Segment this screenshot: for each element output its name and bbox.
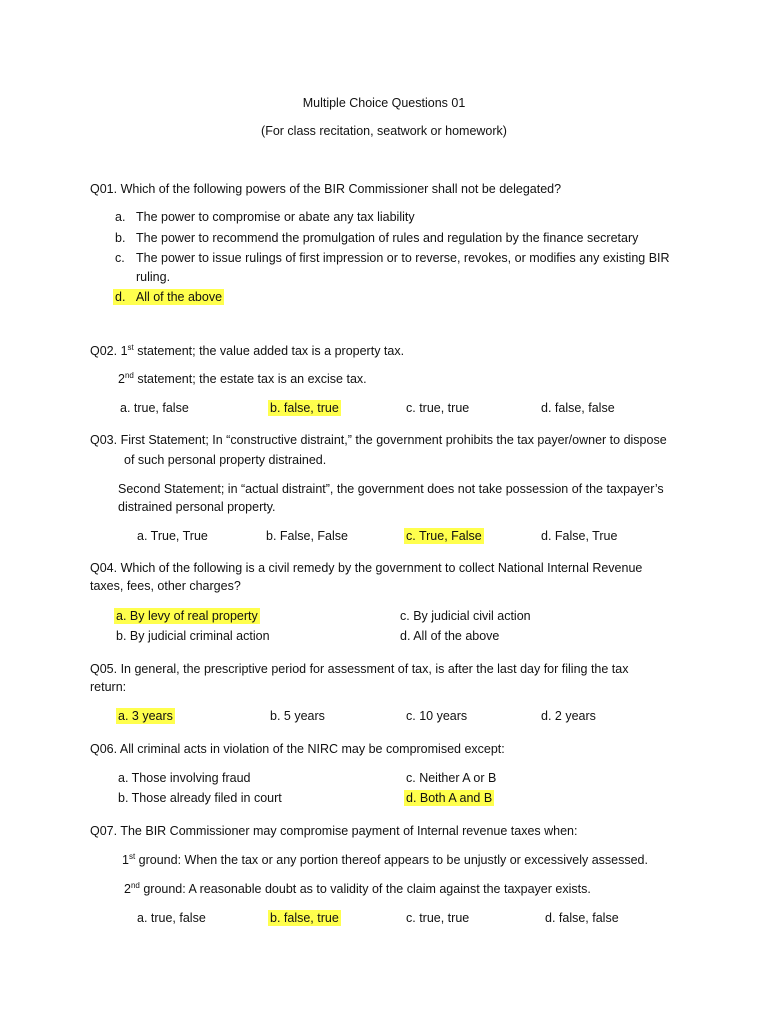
q04-option-c: c. By judicial civil action <box>400 609 531 623</box>
q02-statement-1 <box>90 343 404 359</box>
q02-option-c: c. true, true <box>406 401 470 415</box>
q01-option-c-line1: The power to issue rulings of first impression or to reverse, revokes, or modifies any existing BIR <box>136 251 670 265</box>
q01-question: Q01. Which of the following powers of the BIR Commissioner shall not be delegated? <box>90 182 562 196</box>
q06-option-a: a. Those involving fraud <box>118 771 251 785</box>
q02-option-d: d. false, false <box>541 401 615 415</box>
q03-line2: of such personal property distrained. <box>124 453 327 467</box>
q05-option-b: b. 5 years <box>270 709 325 723</box>
q07-option-a: a. true, false <box>137 911 206 925</box>
q02-line2-rest: statement; the estate tax is an excise tax. <box>133 372 367 386</box>
q06-option-d-answer: d. Both A and B <box>406 791 493 805</box>
q04-option-b: b. By judicial criminal action <box>116 629 270 643</box>
q02-option-b-answer: b. false, true <box>270 401 339 415</box>
q02-line1-rest: statement; the value added tax is a property tax. <box>133 344 405 358</box>
q07-g1-rest: ground: When the tax or any portion thereof appears to be unjustly or excessively assessed. <box>135 853 648 867</box>
q01-option-a: The power to compromise or abate any tax liability <box>136 210 415 224</box>
q03-option-d: d. False, True <box>541 529 618 543</box>
q07-g1-sup: st <box>128 851 136 861</box>
q04-line2: taxes, fees, other charges? <box>90 579 241 593</box>
q05-option-d: d. 2 years <box>541 709 596 723</box>
q01-option-d-answer <box>113 289 224 305</box>
q06-option-b: b. Those already filed in court <box>118 791 282 805</box>
q05-option-a-answer: a. 3 years <box>118 709 173 723</box>
q01-option-a-letter: a. <box>115 210 126 224</box>
q07-ground-1 <box>122 852 648 868</box>
q07-g1-prefix: 1 <box>122 853 129 867</box>
q01-option-b-letter: b. <box>115 231 126 245</box>
q07-ground-2 <box>124 881 591 897</box>
q06-question: Q06. All criminal acts in violation of the NIRC may be compromised except: <box>90 742 505 756</box>
q03-option-b: b. False, False <box>266 529 348 543</box>
q07-g2-sup: nd <box>130 880 140 890</box>
q02-prefix: Q02. 1 <box>90 344 128 358</box>
q01-option-c-letter: c. <box>115 251 125 265</box>
q05-line1: Q05. In general, the prescriptive period for assessment of tax, is after the last day for filing the tax <box>90 662 629 676</box>
q02-statement-2 <box>118 371 367 387</box>
q04-option-d: d. All of the above <box>400 629 500 643</box>
q07-option-c: c. true, true <box>406 911 470 925</box>
q07-g2-prefix: 2 <box>124 882 131 896</box>
q07-g2-rest: ground: A reasonable doubt as to validity of the claim against the taxpayer exists. <box>139 882 591 896</box>
page-title: Multiple Choice Questions 01 <box>302 96 466 110</box>
q06-option-c: c. Neither A or B <box>406 771 497 785</box>
q05-line2: return: <box>90 680 127 694</box>
q01-option-d: All of the above <box>135 290 223 304</box>
q07-option-b-answer: b. false, true <box>270 911 339 925</box>
q07-question: Q07. The BIR Commissioner may compromise payment of Internal revenue taxes when: <box>90 824 578 838</box>
q01-option-d-letter: d. <box>115 290 126 304</box>
q04-line1: Q04. Which of the following is a civil remedy by the government to collect National Internal Revenue <box>90 561 643 575</box>
q01-option-b: The power to recommend the promulgation of rules and regulation by the finance secretary <box>136 231 639 245</box>
q02-line2-prefix: 2 <box>118 372 125 386</box>
q03-option-a: a. True, True <box>137 529 208 543</box>
q03-line3: Second Statement; in “actual distraint”, the government does not take possession of the taxpayer’s <box>118 482 664 496</box>
q04-option-a-answer: a. By levy of real property <box>116 609 258 623</box>
q03-line4: distrained personal property. <box>118 500 276 514</box>
q02-sup1: st <box>127 342 134 352</box>
q01-option-c-line2: ruling. <box>136 270 171 284</box>
q05-option-c: c. 10 years <box>406 709 468 723</box>
q02-sup2: nd <box>124 370 134 380</box>
q07-option-d: d. false, false <box>545 911 619 925</box>
q03-line1: Q03. First Statement; In “constructive distraint,” the government prohibits the tax payer/owner to dispose <box>90 433 667 447</box>
q02-option-a: a. true, false <box>120 401 189 415</box>
q03-option-c-answer: c. True, False <box>406 529 482 543</box>
page-subtitle: (For class recitation, seatwork or homework) <box>261 124 507 138</box>
